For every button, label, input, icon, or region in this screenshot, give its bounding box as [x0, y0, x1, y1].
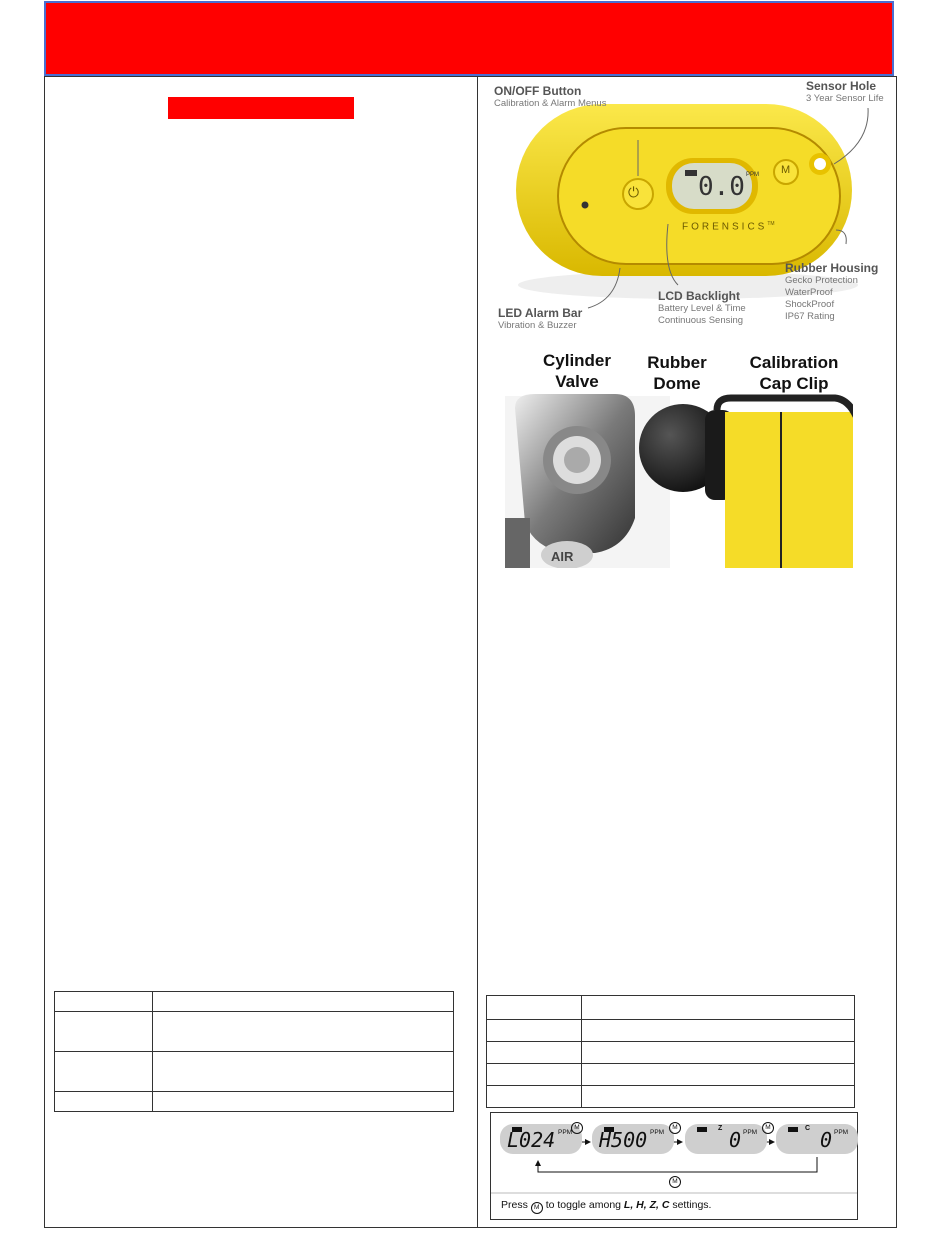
section-title-highlight [168, 97, 354, 119]
lcd-screen-high: H500 PPM [592, 1124, 674, 1154]
m-button-icon: M [762, 1122, 774, 1134]
table-cell [55, 1012, 153, 1052]
table-cell [55, 1052, 153, 1092]
label-cylinder-valve: Cylinder Valve [542, 351, 612, 391]
table-cell [153, 1052, 454, 1092]
mode-toggle-diagram [490, 1112, 858, 1220]
table-cell [487, 1064, 582, 1086]
table-row [487, 1064, 855, 1086]
table-row [487, 1042, 855, 1064]
table-cell [487, 1086, 582, 1108]
table-cell [582, 1086, 855, 1108]
power-icon: ⏻ [628, 184, 640, 200]
table-cell [582, 1020, 855, 1042]
table-cell [55, 1092, 153, 1112]
table-row [487, 996, 855, 1020]
table-cell [55, 992, 153, 1012]
callout-on-off: ON/OFF Button Calibration & Alarm Menus [494, 84, 607, 109]
valve-stamp: AIR [551, 549, 574, 564]
table-cell [153, 992, 454, 1012]
table-row [55, 1012, 454, 1052]
table-row [55, 1092, 454, 1112]
mode-caption: Press M to toggle among L, H, Z, C settings. [501, 1199, 711, 1213]
device-photo [488, 80, 888, 340]
table-cell [487, 996, 582, 1020]
column-divider [477, 76, 478, 1228]
callout-lcd-backlight: LCD Backlight Battery Level & Time Continuous Sensing [658, 289, 746, 326]
table-row [55, 1052, 454, 1092]
m-button-icon: M [669, 1176, 681, 1188]
callout-sensor-hole: Sensor Hole 3 Year Sensor Life [806, 79, 884, 104]
lcd-reading: 0.0 [698, 172, 745, 202]
m-button-label: M [781, 164, 791, 176]
accessories-photo [505, 348, 853, 568]
battery-icon [697, 1127, 707, 1132]
m-button-icon: M [531, 1202, 543, 1214]
table-row [487, 1086, 855, 1108]
lcd-unit: PPM [746, 172, 760, 178]
brand-logo: FORENSICS™ [682, 221, 775, 233]
table-row [487, 1020, 855, 1042]
table-cell [582, 1042, 855, 1064]
callout-led-alarm: LED Alarm Bar Vibration & Buzzer [498, 306, 583, 331]
m-button-icon: M [571, 1122, 583, 1134]
table-cell [487, 1020, 582, 1042]
table-cell [153, 1092, 454, 1112]
battery-icon [788, 1127, 798, 1132]
header-banner [44, 1, 894, 76]
lcd-screen-calibrate: C 0 PPM [776, 1124, 858, 1154]
right-spec-table [486, 995, 855, 1108]
callout-rubber-housing: Rubber Housing Gecko Protection WaterProof ShockProof IP67 Rating [785, 261, 879, 322]
label-rubber-dome: Rubber Dome [647, 353, 707, 393]
left-spec-table [54, 991, 454, 1112]
lcd-screen-low: L024 PPM [500, 1124, 582, 1154]
table-cell [153, 1012, 454, 1052]
label-calibration-cap-clip: Calibration Cap Clip [749, 353, 839, 393]
table-cell [582, 996, 855, 1020]
table-cell [487, 1042, 582, 1064]
lcd-screen-zero: Z 0 PPM [685, 1124, 767, 1154]
m-button-icon: M [669, 1122, 681, 1134]
table-cell [582, 1064, 855, 1086]
table-row [55, 992, 454, 1012]
